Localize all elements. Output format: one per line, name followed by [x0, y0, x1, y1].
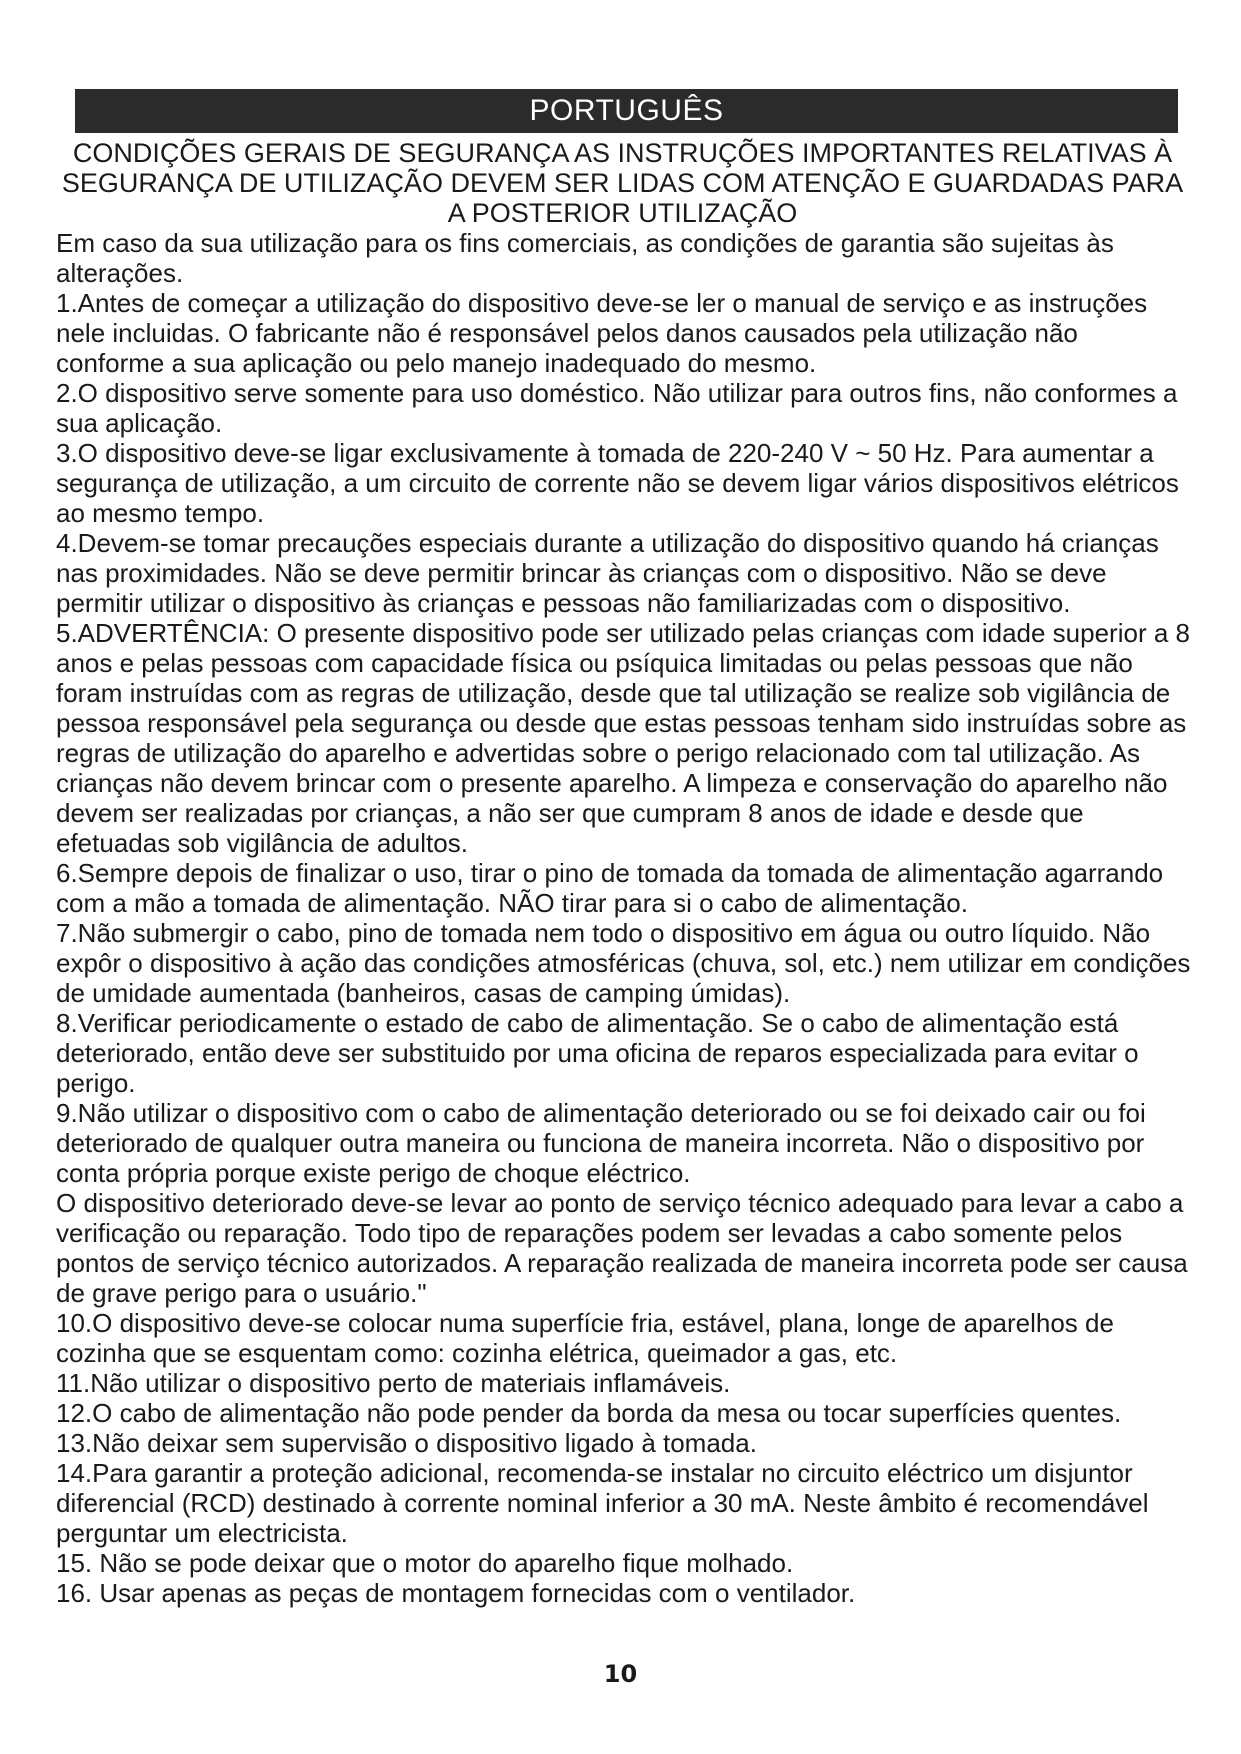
paragraph-2: 2.O dispositivo serve somente para uso doméstico. Não utilizar para outros fins, não conformes a sua aplicação.	[56, 378, 1178, 438]
safety-heading: CONDIÇÕES GERAIS DE SEGURANÇA AS INSTRUÇÕES IMPORTANTES RELATIVAS À SEGURANÇA DE UTILIZAÇÃO DEVEM SER LIDAS COM ATENÇÃO E GUARDADAS PARA A POSTERIOR UTILIZAÇÃO	[61, 138, 1184, 228]
paragraph-10: 10.O dispositivo deve-se colocar numa superfície fria, estável, plana, longe de aparelhos de cozinha que se esquentam como: cozinha elétrica, queimador a gas, etc.	[56, 1308, 1114, 1368]
paragraph-5: 5.ADVERTÊNCIA: O presente dispositivo pode ser utilizado pelas crianças com idade superior a 8 anos e pelas pessoas com capacidade física ou psíquica limitadas ou pelas pessoas que não foram instruídas com as regras de utilização, desde que tal utilização se realize sob vigilância de pessoa responsável pela segurança ou desde que estas pessoas tenham sido instruídas sobre as regras de utilização do aparelho e advertidas sobre o perigo relacionado com tal utilização. As crianças não devem brincar com o presente aparelho. A limpeza e conservação do aparelho não devem ser realizadas por crianças, a não ser que cumpram 8 anos de idade e desde que efetuadas sob vigilância de adultos.	[56, 618, 1190, 858]
language-banner: PORTUGUÊS	[75, 89, 1178, 133]
paragraph-9-continued: O dispositivo deteriorado deve-se levar ao ponto de serviço técnico adequado para levar a cabo a verificação ou reparação. Todo tipo de reparações podem ser levadas a cabo somente pelos pontos de serviço técnico autorizados. A reparação realizada de maneira incorreta pode ser causa de grave perigo para o usuário."	[56, 1188, 1188, 1308]
page-number: 10	[603, 1660, 638, 1688]
paragraph-16: 16. Usar apenas as peças de montagem fornecidas com o ventilador.	[56, 1578, 856, 1608]
paragraph-4: 4.Devem-se tomar precauções especiais durante a utilização do dispositivo quando há crianças nas proximidades. Não se deve permitir brincar às crianças com o dispositivo. Não se deve permitir utilizar o dispositivo às crianças e pessoas não familiarizadas com o dispositivo.	[56, 528, 1159, 618]
paragraph-15: 15. Não se pode deixar que o motor do aparelho fique molhado.	[56, 1548, 794, 1578]
paragraph-14: 14.Para garantir a proteção adicional, recomenda-se instalar no circuito eléctrico um disjuntor diferencial (RCD) destinado à corrente nominal inferior a 30 mA. Neste âmbito é recomendável perguntar um electricista.	[56, 1458, 1149, 1548]
paragraph-7: 7.Não submergir o cabo, pino de tomada nem todo o dispositivo em água ou outro líquido. Não expôr o dispositivo à ação das condições atmosféricas (chuva, sol, etc.) nem utilizar em condições de umidade aumentada (banheiros, casas de camping úmidas).	[56, 918, 1191, 1008]
paragraph-13: 13.Não deixar sem supervisão o dispositivo ligado à tomada.	[56, 1428, 757, 1458]
paragraph-9: 9.Não utilizar o dispositivo com o cabo de alimentação deteriorado ou se foi deixado cair ou foi deteriorado de qualquer outra maneira ou funciona de maneira incorreta. Não o dispositivo por conta própria porque existe perigo de choque eléctrico.	[56, 1098, 1146, 1188]
paragraph-6: 6.Sempre depois de finalizar o uso, tirar o pino de tomada da tomada de alimentação agarrando com a mão a tomada de alimentação. NÃO tirar para si o cabo de alimentação.	[56, 858, 1164, 918]
paragraph-3: 3.O dispositivo deve-se ligar exclusivamente à tomada de 220-240 V ~ 50 Hz. Para aumentar a segurança de utilização, a um circuito de corrente não se devem ligar vários dispositivos elétricos ao mesmo tempo.	[56, 438, 1179, 528]
paragraph-11: 11.Não utilizar o dispositivo perto de materiais inflamáveis.	[56, 1368, 731, 1398]
paragraph-12: 12.O cabo de alimentação não pode pender da borda da mesa ou tocar superfícies quentes.	[56, 1398, 1122, 1428]
paragraph-1: 1.Antes de começar a utilização do dispositivo deve-se ler o manual de serviço e as instruções nele incluidas. O fabricante não é responsável pelos danos causados pela utilização não conforme a sua aplicação ou pelo manejo inadequado do mesmo.	[56, 288, 1148, 378]
paragraph-intro: Em caso da sua utilização para os fins comerciais, as condições de garantia são sujeitas às alterações.	[56, 228, 1114, 288]
safety-instructions	[56, 228, 1191, 1608]
paragraph-8: 8.Verificar periodicamente o estado de cabo de alimentação. Se o cabo de alimentação está deteriorado, então deve ser substituido por uma oficina de reparos especializada para evitar o perigo.	[56, 1008, 1139, 1098]
